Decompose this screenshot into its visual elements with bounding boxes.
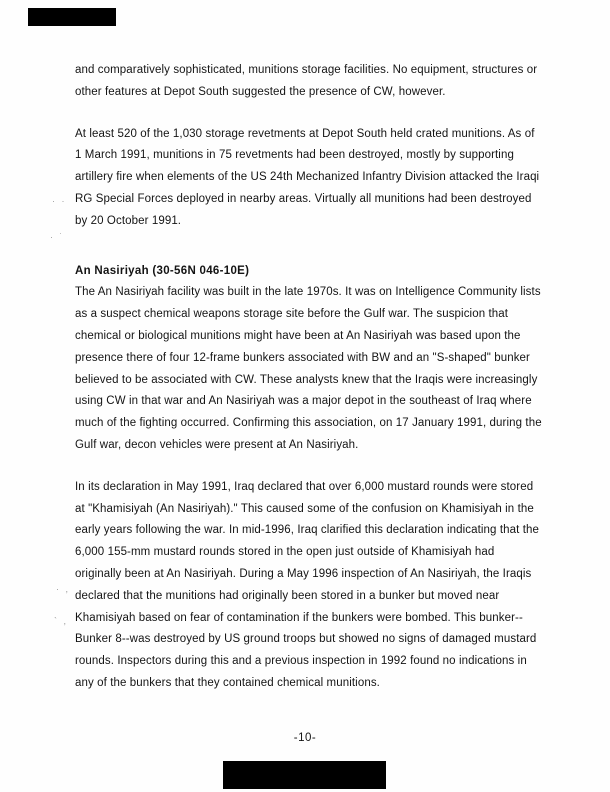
- page-number: -10-: [293, 732, 317, 744]
- paragraph-depot-south-revetments: At least 520 of the 1,030 storage revetments at Depot South held crated munitions. As of 1 March 1991, munitions in 75 revetments had been destroyed, mostly by supporting artillery fire when elements of the US 24th Mechanized Infantry Division attacked the Iraqi RG Special Forces deployed in nearby areas. Virtually all munitions had been destroyed by 20 October 1991.: [75, 127, 540, 227]
- redaction-bar-bottom: [223, 761, 386, 789]
- paragraph-khamisiyah-declaration: In its declaration in May 1991, Iraq declared that over 6,000 mustard rounds were stored at "Khamisiyah (An Nasiriyah)." This caused some of the confusion on Khamisiyah in the early years following the war. In mid-1996, Iraq clarified this declaration indicating that the 6,000 155-mm mustard rounds stored in the open just outside of Khamisiyah had originally been at An Nasiriyah. During a May 1996 inspection of An Nasiriyah, the Iraqis declared that the munitions had originally been stored in a bunker but moved near Khamisiyah based on fear of contamination if the bunkers were bombed. This bunker--Bunker 8--was destroyed by US ground troops but showed no signs of damaged mustard rounds. Inspectors during this and a previous inspection in 1992 found no indications in any of the bunkers that they contained chemical munitions.: [75, 480, 539, 689]
- paragraph-an-nasiriyah-history: The An Nasiriyah facility was built in the late 1970s. It was on Intelligence Community lists as a suspect chemical weapons storage site before the Gulf war. The suspicion that chemical or biological munitions might have been at An Nasiriyah was based upon the presence there of four 12-frame bunkers associated with BW and an "S-shaped" bunker believed to be associated with CW. These analysts knew that the Iraqis were increasingly using CW in that war and An Nasiriyah was a major depot in the southeast of Iraq where much of the fighting occurred. Confirming this association, on 17 January 1991, during the Gulf war, decon vehicles were present at An Nasiriyah.: [75, 286, 542, 451]
- margin-mark: · ·: [52, 196, 67, 206]
- margin-mark: ` ,: [54, 616, 68, 626]
- redaction-bar-top: [28, 8, 116, 26]
- margin-mark: · ,: [56, 584, 70, 594]
- document-body: [75, 60, 543, 715]
- paragraph-depot-south-summary: and comparatively sophisticated, munitions storage facilities. No equipment, structures or other features at Depot South suggested the presence of CW, however.: [75, 64, 538, 98]
- section-heading-an-nasiriyah: An Nasiriyah (30-56N 046-10E): [75, 264, 250, 277]
- margin-mark: · ˙: [50, 232, 65, 242]
